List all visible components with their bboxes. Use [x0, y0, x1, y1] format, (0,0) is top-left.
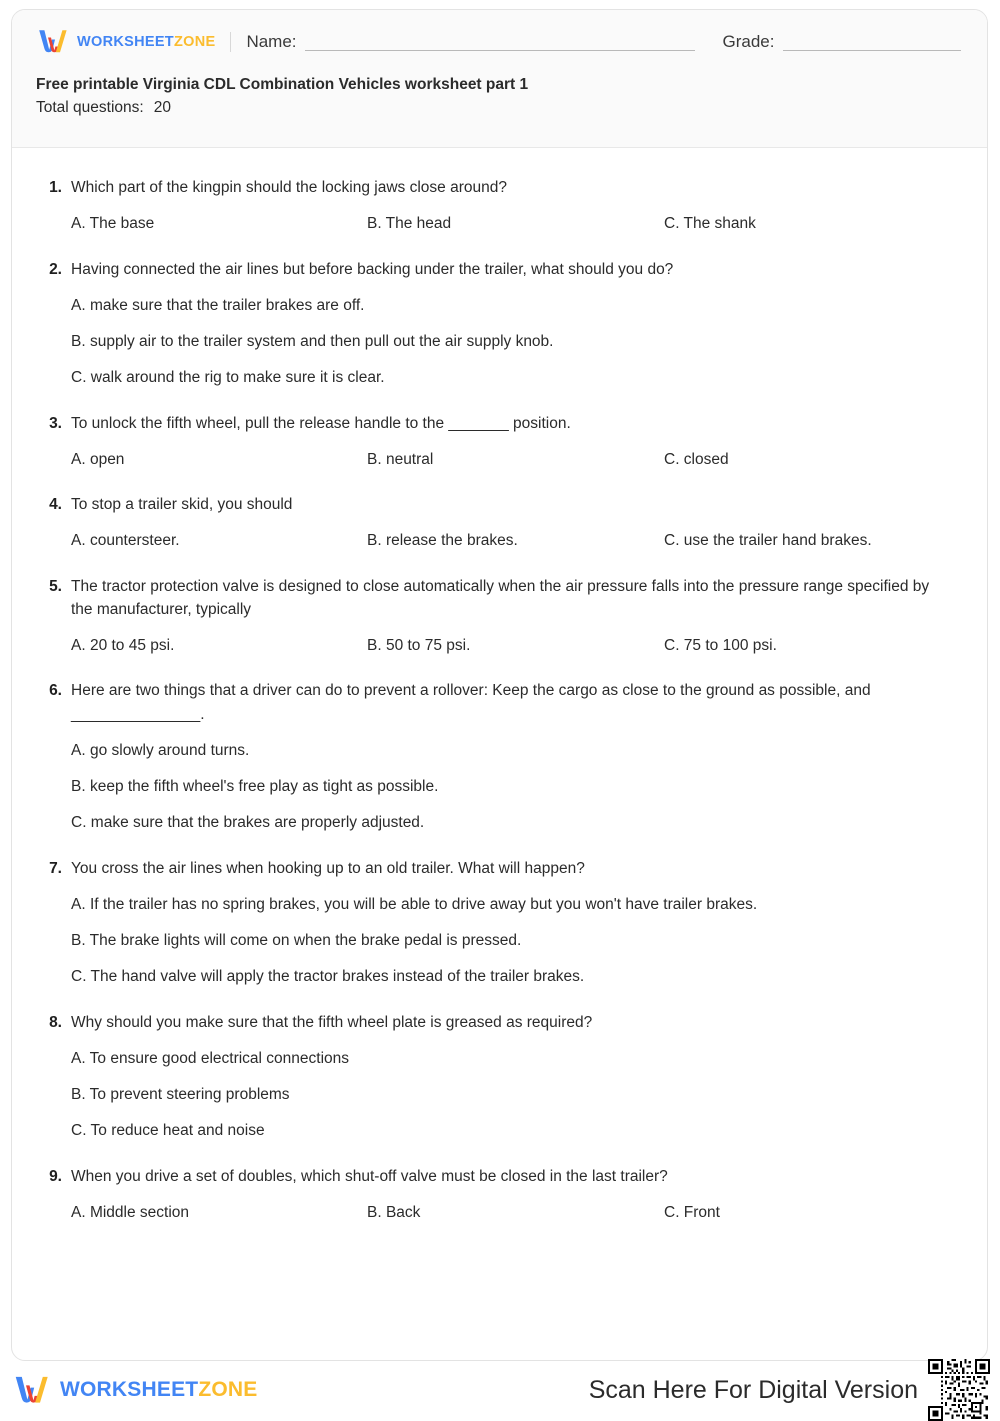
question-number: 6.	[49, 682, 62, 700]
option-choice[interactable]: B. Back	[367, 1203, 421, 1221]
question-number: 1.	[49, 179, 62, 196]
option-choice[interactable]: B. release the brakes.	[367, 532, 518, 550]
question-head	[36, 1165, 963, 1188]
worksheet-header	[12, 10, 987, 148]
question-item	[36, 1011, 963, 1143]
option-group	[36, 634, 963, 657]
option-choice[interactable]: C. The hand valve will apply the tractor brakes instead of the trailer brakes.	[71, 968, 585, 986]
footer-brand-logo-text	[60, 1378, 257, 1402]
option-group	[36, 529, 963, 552]
option-choice[interactable]: A. countersteer.	[71, 532, 180, 550]
brand-name-part-1: WORKSHEET	[77, 33, 174, 50]
question-item	[36, 1165, 963, 1225]
question-head	[36, 412, 963, 435]
footer-brand-name-part-2: ZONE	[198, 1378, 258, 1401]
question-text: When you drive a set of doubles, which shut-off valve must be closed in the last trailer?	[71, 1167, 668, 1185]
question-head	[36, 857, 963, 880]
question-number: 8.	[49, 1013, 62, 1031]
option-choice[interactable]: A. The base	[71, 215, 155, 233]
option-choice[interactable]: B. keep the fifth wheel's free play as tight as possible.	[71, 778, 439, 795]
question-head	[36, 679, 963, 726]
qr-code-icon[interactable]	[928, 1359, 990, 1421]
question-head	[36, 493, 963, 516]
question-number: 3.	[49, 414, 62, 432]
total-questions-label: Total questions:	[36, 99, 144, 117]
header-divider	[230, 32, 231, 52]
question-text: Here are two things that a driver can do to prevent a rollover: Keep the cargo as close to the ground as possible, and _______________.	[71, 682, 871, 723]
option-choice[interactable]: A. To ensure good electrical connections	[71, 1049, 350, 1067]
grade-input-line[interactable]	[783, 33, 962, 51]
question-item	[36, 575, 963, 658]
question-text: To stop a trailer skid, you should	[71, 496, 293, 513]
option-choice[interactable]: C. use the trailer hand brakes.	[664, 532, 872, 550]
footer-brand-name-part-1: WORKSHEET	[60, 1378, 199, 1401]
name-label: Name:	[246, 31, 297, 51]
question-text: Which part of the kingpin should the locking jaws close around?	[71, 179, 507, 196]
question-text: You cross the air lines when hooking up to an old trailer. What will happen?	[71, 859, 585, 877]
question-number: 5.	[49, 577, 62, 595]
page-title: Free printable Virginia CDL Combination Vehicles worksheet part 1	[36, 76, 529, 93]
scan-prompt-text: Scan Here For Digital Version	[588, 1375, 918, 1404]
question-number: 4.	[49, 496, 62, 513]
option-choice[interactable]: B. supply air to the trailer system and then pull out the air supply knob.	[71, 333, 554, 350]
option-choice[interactable]: A. If the trailer has no spring brakes, you will be able to drive away but you won't have trailer brakes.	[71, 895, 758, 913]
question-text: To unlock the fifth wheel, pull the release handle to the _______ position.	[71, 414, 571, 432]
option-choice[interactable]: C. closed	[664, 450, 729, 468]
brand-name-part-2: ZONE	[173, 33, 216, 50]
option-choice[interactable]: A. 20 to 45 psi.	[71, 637, 175, 654]
option-group	[36, 893, 963, 989]
option-choice[interactable]: B. The head	[367, 215, 452, 233]
question-item	[36, 412, 963, 472]
name-input-line[interactable]	[305, 33, 695, 51]
question-text: The tractor protection valve is designed to close automatically when the air pressure falls into the pressure range specified by the manufacturer, typically	[71, 577, 930, 618]
total-questions-value: 20	[153, 99, 171, 117]
questions-list	[12, 148, 987, 1256]
brand-logo[interactable]	[36, 28, 215, 55]
grade-label: Grade:	[722, 31, 775, 51]
option-choice[interactable]: C. Front	[664, 1203, 720, 1221]
option-choice[interactable]: C. To reduce heat and noise	[71, 1122, 265, 1140]
option-choice[interactable]: B. To prevent steering problems	[71, 1086, 290, 1103]
option-group	[36, 1047, 963, 1143]
worksheet-title-block	[12, 54, 987, 121]
question-item	[36, 493, 963, 553]
option-choice[interactable]: B. 50 to 75 psi.	[367, 637, 471, 654]
footer-brand-logo[interactable]	[12, 1374, 257, 1406]
question-head	[36, 258, 963, 281]
question-item	[36, 258, 963, 390]
question-head	[36, 176, 963, 199]
option-choice[interactable]: C. make sure that the brakes are properly adjusted.	[71, 814, 425, 832]
option-group	[36, 448, 963, 471]
question-head	[36, 575, 963, 622]
question-item	[36, 176, 963, 236]
option-choice[interactable]: A. open	[71, 450, 125, 468]
question-text: Why should you make sure that the fifth wheel plate is greased as required?	[71, 1013, 593, 1031]
option-choice[interactable]: A. go slowly around turns.	[71, 741, 250, 759]
option-choice[interactable]: C. walk around the rig to make sure it is clear.	[71, 369, 385, 387]
header-identity-row	[12, 10, 987, 54]
brand-logo-text	[77, 34, 215, 50]
page-footer	[0, 1366, 1000, 1414]
option-group	[36, 212, 963, 235]
option-choice[interactable]: C. 75 to 100 psi.	[664, 637, 777, 654]
question-text: Having connected the air lines but before backing under the trailer, what should you do?	[71, 260, 674, 278]
question-number: 2.	[49, 260, 62, 278]
question-number: 9.	[49, 1167, 62, 1185]
worksheet-page-card	[11, 9, 988, 1361]
worksheet-zone-w-logo-icon	[12, 1374, 54, 1406]
option-choice[interactable]: A. Middle section	[71, 1203, 190, 1221]
question-item	[36, 679, 963, 834]
option-choice[interactable]: C. The shank	[664, 215, 756, 233]
option-group	[36, 294, 963, 390]
question-number: 7.	[49, 859, 62, 877]
total-questions-row	[36, 96, 963, 121]
question-item	[36, 857, 963, 989]
question-head	[36, 1011, 963, 1034]
option-choice[interactable]: B. The brake lights will come on when the brake pedal is pressed.	[71, 932, 522, 949]
worksheet-zone-w-logo-icon	[36, 28, 72, 55]
option-choice[interactable]: B. neutral	[367, 450, 434, 468]
option-group	[36, 1201, 963, 1224]
option-group	[36, 739, 963, 835]
option-choice[interactable]: A. make sure that the trailer brakes are off.	[71, 296, 365, 314]
